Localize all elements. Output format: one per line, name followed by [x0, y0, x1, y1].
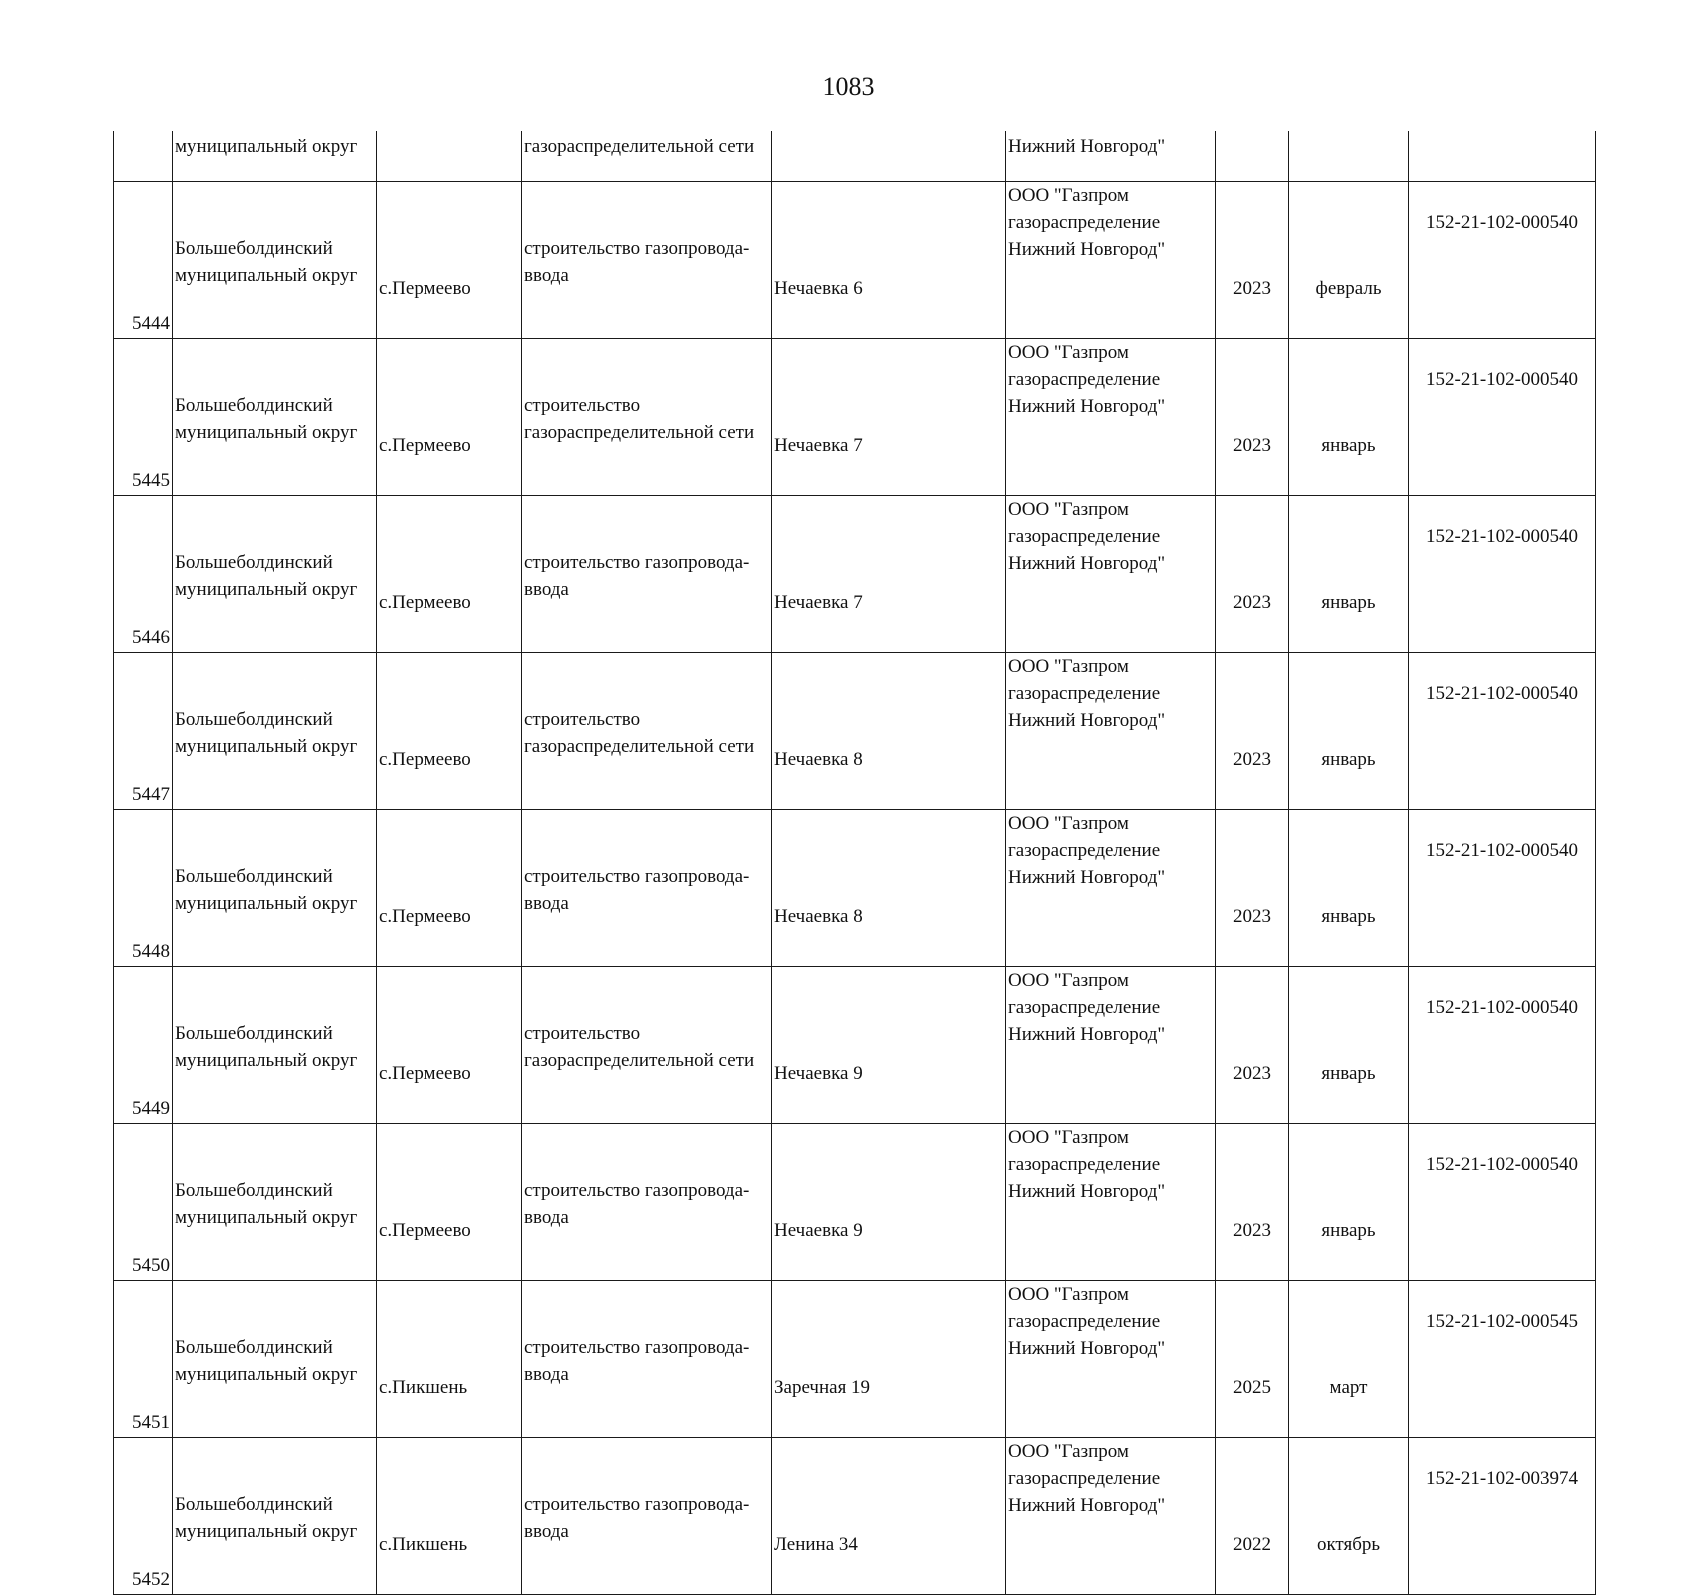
- cell-district: [173, 496, 377, 653]
- cell-year: 2023: [1216, 339, 1289, 496]
- district-line: муниципальный округ: [175, 736, 358, 757]
- cell-district: [173, 339, 377, 496]
- org-line: Нижний Новгород": [1008, 1024, 1166, 1045]
- district-line: Большеболдинский: [175, 709, 333, 730]
- org-line: Нижний Новгород": [1008, 396, 1166, 417]
- cell-district: [173, 1438, 377, 1595]
- cell-year: 2023: [1216, 1124, 1289, 1281]
- cell-year: [1216, 131, 1289, 182]
- cell-district: [173, 1281, 377, 1438]
- cell-address: Ленина 34: [772, 1438, 1006, 1595]
- district-line: муниципальный округ: [175, 422, 358, 443]
- org-line: газораспределение: [1008, 526, 1161, 547]
- org-line: ООО "Газпром: [1008, 1127, 1129, 1148]
- org-line: Нижний Новгород": [1008, 239, 1166, 260]
- table-row: [114, 967, 1596, 1124]
- org-line: Нижний Новгород": [1008, 1181, 1166, 1202]
- cell-code: [1409, 131, 1596, 182]
- cell-village: с.Пермеево: [377, 810, 522, 967]
- org-line: ООО "Газпром: [1008, 1441, 1129, 1462]
- work-line: строительство: [524, 395, 641, 416]
- cell-address: Нечаевка 8: [772, 810, 1006, 967]
- work-line: газораспределительной сети: [524, 1050, 755, 1071]
- cell-district: [173, 182, 377, 339]
- org-line: ООО "Газпром: [1008, 813, 1129, 834]
- work-line: строительство газопровода-: [524, 552, 750, 573]
- work-line: ввода: [524, 893, 569, 914]
- work-line: строительство газопровода-: [524, 1337, 750, 1358]
- cell-code: 152-21-102-000540: [1409, 967, 1596, 1124]
- org-line: газораспределение: [1008, 683, 1161, 704]
- cell-month: январь: [1289, 339, 1409, 496]
- cell-work-type: [522, 653, 772, 810]
- cell-year: 2023: [1216, 967, 1289, 1124]
- table-row: [114, 182, 1596, 339]
- org-line: газораспределение: [1008, 1468, 1161, 1489]
- cell-year: 2023: [1216, 810, 1289, 967]
- district-line: Большеболдинский: [175, 238, 333, 259]
- cell-organization: [1006, 1281, 1216, 1438]
- cell-address: Нечаевка 8: [772, 653, 1006, 810]
- org-line: газораспределение: [1008, 1154, 1161, 1175]
- cell-code: 152-21-102-000540: [1409, 339, 1596, 496]
- table-row: [114, 810, 1596, 967]
- cell-year: 2022: [1216, 1438, 1289, 1595]
- org-line: газораспределение: [1008, 1311, 1161, 1332]
- cell-month: январь: [1289, 967, 1409, 1124]
- district-line: муниципальный округ: [175, 265, 358, 286]
- cell-address: Нечаевка 9: [772, 967, 1006, 1124]
- org-line: ООО "Газпром: [1008, 185, 1129, 206]
- district-line: Большеболдинский: [175, 1180, 333, 1201]
- cell-month: февраль: [1289, 182, 1409, 339]
- org-line: газораспределение: [1008, 997, 1161, 1018]
- table-row: [114, 653, 1596, 810]
- cell-number: 5450: [114, 1124, 173, 1281]
- district-line: муниципальный округ: [175, 1050, 358, 1071]
- work-line: ввода: [524, 1521, 569, 1542]
- cell-address: Нечаевка 9: [772, 1124, 1006, 1281]
- cell-organization: [1006, 339, 1216, 496]
- cell-village: с.Пермеево: [377, 182, 522, 339]
- table-row: [114, 339, 1596, 496]
- cell-village: с.Пикшень: [377, 1281, 522, 1438]
- cell-district: муниципальный округ: [173, 131, 377, 182]
- cell-code: 152-21-102-000540: [1409, 496, 1596, 653]
- cell-address: Заречная 19: [772, 1281, 1006, 1438]
- district-line: муниципальный округ: [175, 579, 358, 600]
- cell-village: с.Пермеево: [377, 967, 522, 1124]
- cell-organization: [1006, 496, 1216, 653]
- cell-organization: [1006, 1438, 1216, 1595]
- work-line: строительство газопровода-: [524, 1180, 750, 1201]
- table-row: [114, 1438, 1596, 1595]
- cell-address: Нечаевка 6: [772, 182, 1006, 339]
- org-line: ООО "Газпром: [1008, 970, 1129, 991]
- work-line: строительство газопровода-: [524, 238, 750, 259]
- cell-work-type: [522, 967, 772, 1124]
- cell-organization: [1006, 1124, 1216, 1281]
- work-line: ввода: [524, 1364, 569, 1385]
- cell-organization: [1006, 653, 1216, 810]
- cell-work-type: [522, 182, 772, 339]
- cell-year: 2023: [1216, 182, 1289, 339]
- org-line: Нижний Новгород": [1008, 1338, 1166, 1359]
- cell-village: с.Пермеево: [377, 1124, 522, 1281]
- district-line: Большеболдинский: [175, 395, 333, 416]
- cell-village: с.Пикшень: [377, 1438, 522, 1595]
- table-row-continuation: [114, 131, 1596, 182]
- org-line: ООО "Газпром: [1008, 342, 1129, 363]
- cell-district: [173, 1124, 377, 1281]
- org-line: Нижний Новгород": [1008, 710, 1166, 731]
- district-line: муниципальный округ: [175, 1364, 358, 1385]
- cell-address: Нечаевка 7: [772, 339, 1006, 496]
- org-line: Нижний Новгород": [1008, 553, 1166, 574]
- district-line: муниципальный округ: [175, 1207, 358, 1228]
- cell-month: январь: [1289, 810, 1409, 967]
- org-line: ООО "Газпром: [1008, 499, 1129, 520]
- cell-address: [772, 131, 1006, 182]
- cell-code: 152-21-102-000540: [1409, 182, 1596, 339]
- cell-work-type: [522, 1438, 772, 1595]
- cell-work-type: [522, 1124, 772, 1281]
- cell-number: [114, 131, 173, 182]
- work-line: газораспределительной сети: [524, 422, 755, 443]
- cell-code: 152-21-102-000540: [1409, 1124, 1596, 1281]
- cell-code: 152-21-102-000545: [1409, 1281, 1596, 1438]
- page-number: 1083: [822, 72, 875, 101]
- cell-year: 2023: [1216, 496, 1289, 653]
- work-line: газораспределительной сети: [524, 736, 755, 757]
- cell-number: 5445: [114, 339, 173, 496]
- org-line: ООО "Газпром: [1008, 656, 1129, 677]
- work-line: ввода: [524, 1207, 569, 1228]
- cell-number: 5451: [114, 1281, 173, 1438]
- cell-number: 5447: [114, 653, 173, 810]
- org-line: газораспределение: [1008, 369, 1161, 390]
- cell-district: [173, 810, 377, 967]
- cell-month: январь: [1289, 496, 1409, 653]
- org-line: газораспределение: [1008, 840, 1161, 861]
- district-line: Большеболдинский: [175, 1337, 333, 1358]
- cell-code: 152-21-102-000540: [1409, 653, 1596, 810]
- cell-number: 5449: [114, 967, 173, 1124]
- cell-code: 152-21-102-003974: [1409, 1438, 1596, 1595]
- cell-month: [1289, 131, 1409, 182]
- district-line: Большеболдинский: [175, 1023, 333, 1044]
- cell-month: октябрь: [1289, 1438, 1409, 1595]
- cell-village: с.Пермеево: [377, 339, 522, 496]
- district-line: муниципальный округ: [175, 1521, 358, 1542]
- district-line: муниципальный округ: [175, 893, 358, 914]
- table-row: [114, 496, 1596, 653]
- cell-month: январь: [1289, 1124, 1409, 1281]
- cell-organization: [1006, 182, 1216, 339]
- cell-number: 5446: [114, 496, 173, 653]
- work-line: строительство: [524, 709, 641, 730]
- cell-work-type: [522, 810, 772, 967]
- cell-village: с.Пермеево: [377, 496, 522, 653]
- table-row: [114, 1124, 1596, 1281]
- work-line: строительство: [524, 1023, 641, 1044]
- data-table: [113, 131, 1596, 1595]
- org-line: Нижний Новгород": [1008, 867, 1166, 888]
- cell-organization: Нижний Новгород": [1006, 131, 1216, 182]
- cell-village: с.Пермеево: [377, 653, 522, 810]
- work-line: строительство газопровода-: [524, 866, 750, 887]
- district-line: Большеболдинский: [175, 866, 333, 887]
- work-line: ввода: [524, 579, 569, 600]
- cell-organization: [1006, 967, 1216, 1124]
- org-line: Нижний Новгород": [1008, 1495, 1166, 1516]
- cell-village: [377, 131, 522, 182]
- district-line: Большеболдинский: [175, 1494, 333, 1515]
- cell-year: 2025: [1216, 1281, 1289, 1438]
- cell-organization: [1006, 810, 1216, 967]
- district-line: Большеболдинский: [175, 552, 333, 573]
- cell-work-type: [522, 496, 772, 653]
- table-row: [114, 1281, 1596, 1438]
- cell-number: 5448: [114, 810, 173, 967]
- cell-district: [173, 653, 377, 810]
- cell-address: Нечаевка 7: [772, 496, 1006, 653]
- org-line: газораспределение: [1008, 212, 1161, 233]
- work-line: строительство газопровода-: [524, 1494, 750, 1515]
- cell-work-type: газораспределительной сети: [522, 131, 772, 182]
- work-line: ввода: [524, 265, 569, 286]
- cell-district: [173, 967, 377, 1124]
- cell-work-type: [522, 339, 772, 496]
- cell-number: 5444: [114, 182, 173, 339]
- cell-year: 2023: [1216, 653, 1289, 810]
- cell-code: 152-21-102-000540: [1409, 810, 1596, 967]
- cell-month: январь: [1289, 653, 1409, 810]
- cell-work-type: [522, 1281, 772, 1438]
- cell-month: март: [1289, 1281, 1409, 1438]
- org-line: ООО "Газпром: [1008, 1284, 1129, 1305]
- cell-number: 5452: [114, 1438, 173, 1595]
